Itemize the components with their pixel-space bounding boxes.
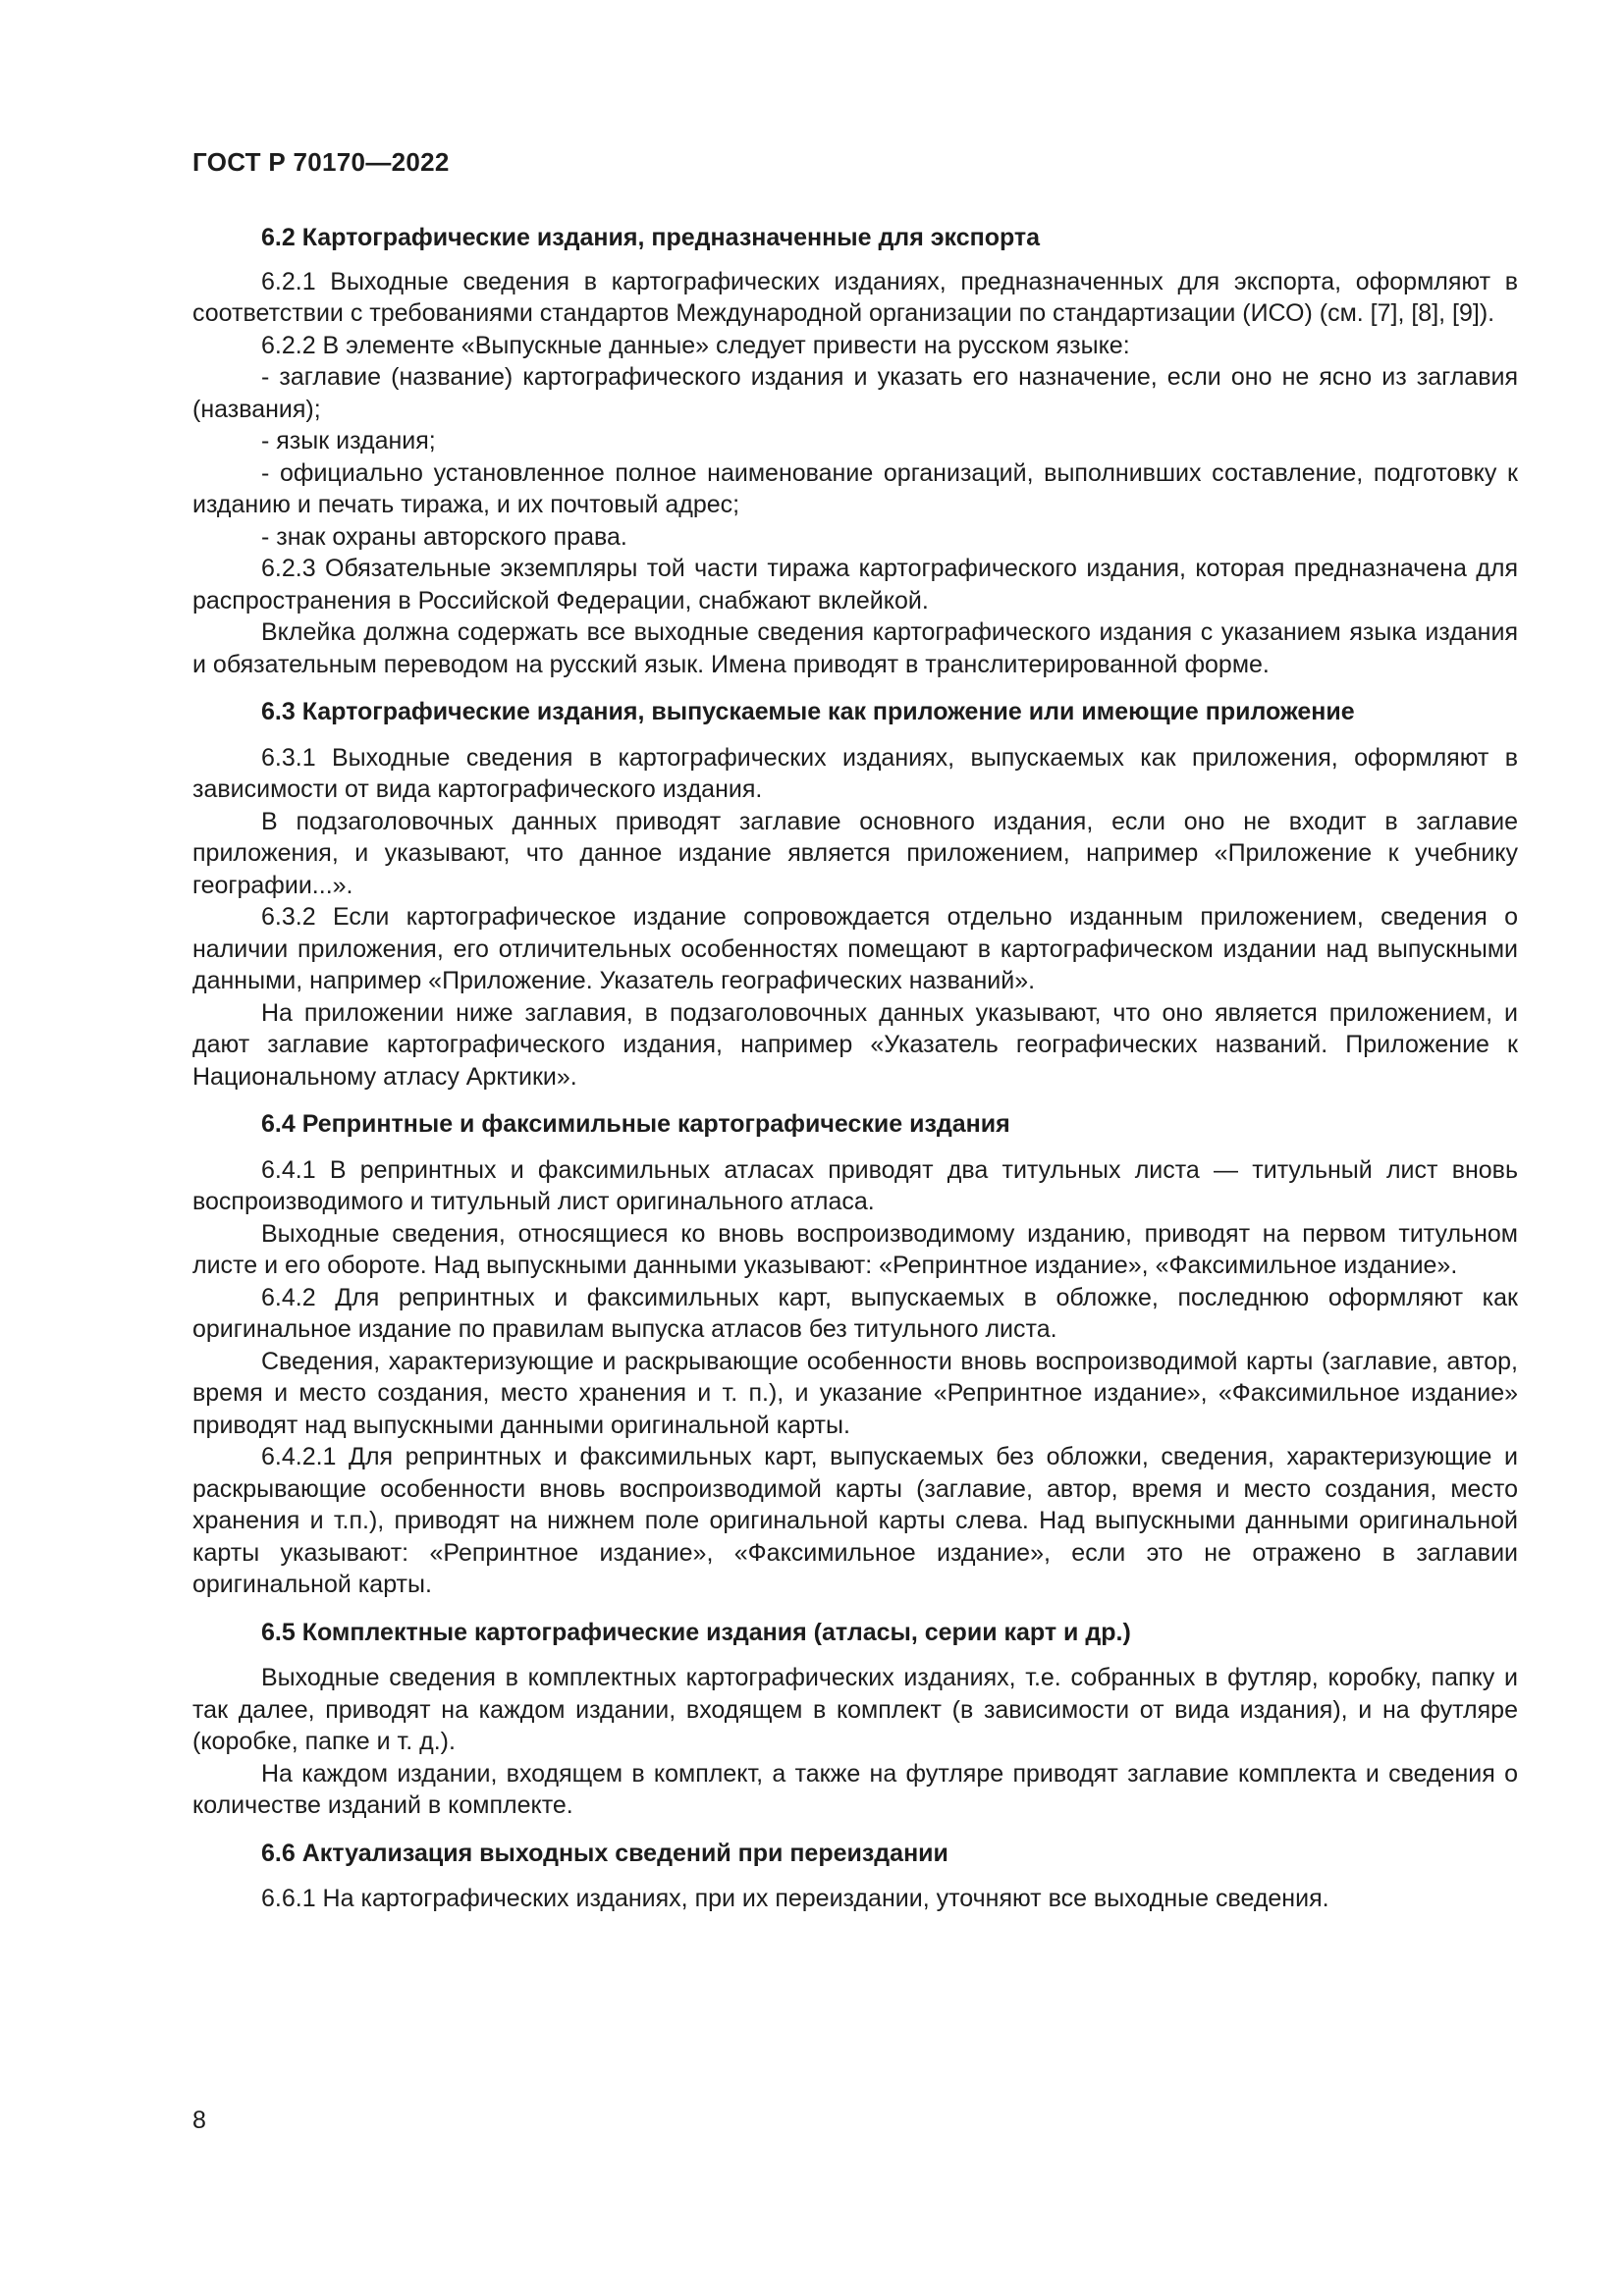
document-body <box>192 222 1518 1915</box>
list-item: - язык издания; <box>261 427 436 454</box>
paragraph: 6.4.2.1 Для репринтных и факсимильных карт, выпускаемых без обложки, сведения, характеризующие и раскрывающие особенности вновь воспроизводимой карты (заглавие, автор, время и место создания, место хранения и т.п.), приводят на нижнем поле оригинальной карты слева. Над выпускными данными оригинальной карты указывают: «Репринтное издание», «Факсимильное издание», если это не отражено в заглавии оригинальной карты. <box>192 1443 1518 1598</box>
paragraph: Вклейка должна содержать все выходные сведения картографического издания с указанием языка издания и обязательным переводом на русский язык. Имена приводят в транслитерированной форме. <box>192 618 1518 678</box>
paragraph: На каждом издании, входящем в комплект, а также на футляре приводят заглавие комплекта и сведения о количестве изданий в комплекте. <box>192 1759 1518 1819</box>
paragraph: 6.3.1 Выходные сведения в картографических изданиях, выпускаемых как приложения, оформляют в зависимости от вида картографического издания. <box>192 743 1518 803</box>
paragraph: 6.2.2 В элементе «Выпускные данные» следует привести на русском языке: <box>261 331 1130 359</box>
paragraph: 6.2.3 Обязательные экземпляры той части тиража картографического издания, которая предназначена для распространения в Российской Федерации, снабжают вклейкой. <box>192 555 1518 614</box>
paragraph: На приложении ниже заглавия, в подзаголовочных данных указывают, что оно является приложением, и дают заглавие картографического издания, например «Указатель географических названий. Приложение к Национальному атласу Арктики». <box>192 998 1518 1091</box>
paragraph: 6.6.1 На картографических изданиях, при их переиздании, уточняют все выходные сведения. <box>261 1885 1329 1912</box>
section-heading-6-5: 6.5 Комплектные картографические издания (атласы, серии карт и др.) <box>261 1618 1131 1646</box>
paragraph: Сведения, характеризующие и раскрывающие особенности вновь воспроизводимой карты (заглавие, автор, время и место создания, место хранения и т. п.), и указание «Репринтное издание», «Факсимильное издание» приводят над выпускными данными оригинальной карты. <box>192 1347 1518 1439</box>
list-item: - официально установленное полное наименование организаций, выполнивших составление, подготовку к изданию и печать тиража, и их почтовый адрес; <box>192 458 1518 518</box>
paragraph: 6.3.2 Если картографическое издание сопровождается отдельно изданным приложением, сведения о наличии приложения, его отличительных особенностях помещают в картографическом издании над выпускными данными, например «Приложение. Указатель географических названий». <box>192 903 1518 994</box>
page-number: 8 <box>192 2107 206 2134</box>
paragraph: В подзаголовочных данных приводят заглавие основного издания, если оно не входит в заглавие приложения, и указывают, что данное издание является приложением, например «Приложение к учебнику географии...». <box>192 807 1518 899</box>
paragraph: 6.2.1 Выходные сведения в картографических изданиях, предназначенных для экспорта, оформляют в соответствии с требованиями стандартов Международной организации по стандартизации (ИСО) (см. [7], [8], [9]). <box>192 267 1518 327</box>
paragraph: Выходные сведения, относящиеся ко вновь воспроизводимому изданию, приводят на первом титульном листе и его обороте. Над выпускными данными указывают: «Репринтное издание», «Факсимильное издание». <box>192 1219 1518 1279</box>
section-heading-6-2: 6.2 Картографические издания, предназначенные для экспорта <box>261 224 1041 251</box>
paragraph: Выходные сведения в комплектных картографических изданиях, т.е. собранных в футляр, коробку, папку и так далее, приводят на каждом издании, входящем в комплект (в зависимости от вида издания), и на футляре (коробке, папке и т. д.). <box>192 1664 1518 1755</box>
paragraph: 6.4.1 В репринтных и факсимильных атласах приводят два титульных листа — титульный лист вновь воспроизводимого и титульный лист оригинального атласа. <box>192 1155 1518 1215</box>
paragraph: 6.4.2 Для репринтных и факсимильных карт, выпускаемых в обложке, последнюю оформляют как оригинальное издание по правилам выпуска атласов без титульного листа. <box>192 1283 1518 1343</box>
section-heading-6-4: 6.4 Репринтные и факсимильные картографические издания <box>261 1110 1010 1138</box>
section-heading-6-3: 6.3 Картографические издания, выпускаемые как приложение или имеющие приложение <box>261 698 1355 725</box>
list-item: - заглавие (название) картографического издания и указать его назначение, если оно не ясно из заглавия (названия); <box>192 363 1518 423</box>
section-heading-6-6: 6.6 Актуализация выходных сведений при переиздании <box>261 1839 948 1867</box>
document-header: ГОСТ Р 70170—2022 <box>192 147 450 177</box>
list-item: - знак охраны авторского права. <box>261 522 627 551</box>
